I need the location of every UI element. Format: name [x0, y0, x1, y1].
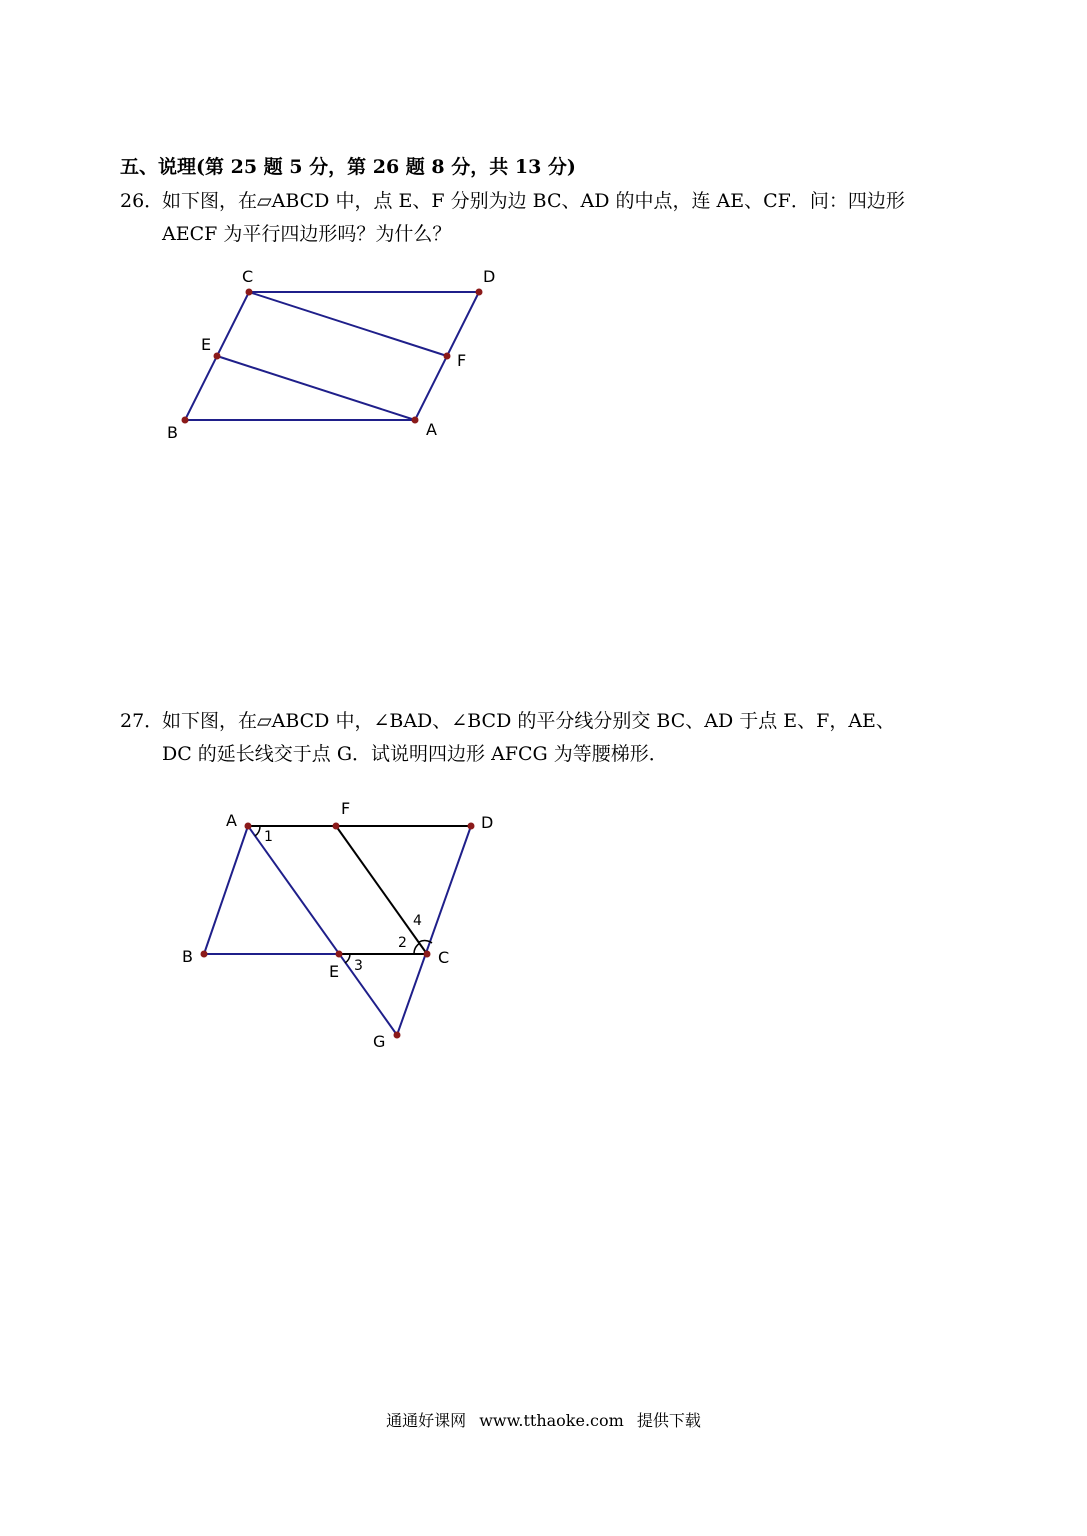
segment-ab	[204, 826, 248, 954]
question-26	[120, 185, 905, 251]
label-f: F	[341, 799, 351, 818]
footer-suffix: 提供下载	[636, 1411, 701, 1430]
point-f	[333, 823, 340, 830]
figure-isosceles-trapezoid-afcg	[170, 795, 530, 1055]
label-a: A	[226, 811, 237, 830]
footer-site-name: 通通好课网	[386, 1411, 467, 1430]
segment-cf	[249, 292, 447, 356]
label-g: G	[373, 1032, 386, 1051]
point-d	[468, 823, 475, 830]
point-f	[444, 353, 451, 360]
label-c: C	[242, 267, 254, 286]
angle-label-1: 1	[264, 829, 273, 845]
question-27-number: 27．	[120, 710, 164, 732]
parallelogram-abcd	[185, 292, 479, 420]
label-e: E	[329, 962, 340, 981]
question-26-text1: 如下图，在▱ABCD 中，点 E、F 分别为边 BC、AD 的中点，连 AE、CF．问：四边形	[162, 190, 905, 212]
point-a	[412, 417, 419, 424]
figure-parallelogram-aecf	[150, 255, 510, 455]
label-b: B	[182, 947, 193, 966]
label-e: E	[201, 335, 212, 354]
angle-mark-1	[255, 826, 260, 836]
point-d	[476, 289, 483, 296]
question-27-line2: DC 的延长线交于点 G．试说明四边形 AFCG 为等腰梯形．	[162, 743, 668, 765]
section-title: 五、说理(第 25 题 5 分，第 26 题 8 分，共 13 分)	[120, 156, 576, 178]
label-c: C	[438, 948, 450, 967]
question-27-line1	[120, 705, 895, 738]
question-26-number: 26．	[120, 190, 164, 212]
label-a: A	[426, 420, 437, 439]
label-b: B	[167, 423, 178, 442]
question-26-line2: AECF 为平行四边形吗？为什么？	[162, 223, 452, 245]
point-b	[182, 417, 189, 424]
segment-ae	[217, 356, 415, 420]
footer	[0, 1408, 1087, 1431]
label-f: F	[457, 351, 467, 370]
label-d: D	[481, 813, 494, 832]
angle-label-3: 3	[354, 958, 363, 974]
question-27	[120, 705, 895, 771]
question-27-text1: 如下图，在▱ABCD 中，∠BAD、∠BCD 的平分线分别交 BC、AD 于点 E、F，AE、	[162, 710, 895, 732]
angle-label-2: 2	[398, 935, 407, 951]
label-d: D	[483, 267, 496, 286]
angle-mark-3	[345, 954, 350, 963]
point-a	[245, 823, 252, 830]
angle-mark-2	[414, 943, 420, 954]
point-c	[246, 289, 253, 296]
point-e	[214, 353, 221, 360]
footer-url[interactable]: www.tthaoke.com	[479, 1411, 624, 1430]
point-g	[394, 1032, 401, 1039]
segment-ag	[248, 826, 397, 1035]
angle-label-4: 4	[413, 913, 422, 929]
segment-dg	[397, 826, 471, 1035]
point-b	[201, 951, 208, 958]
segment-fc	[336, 826, 427, 954]
question-26-line1	[120, 185, 905, 218]
point-e	[336, 951, 343, 958]
point-c	[424, 951, 431, 958]
